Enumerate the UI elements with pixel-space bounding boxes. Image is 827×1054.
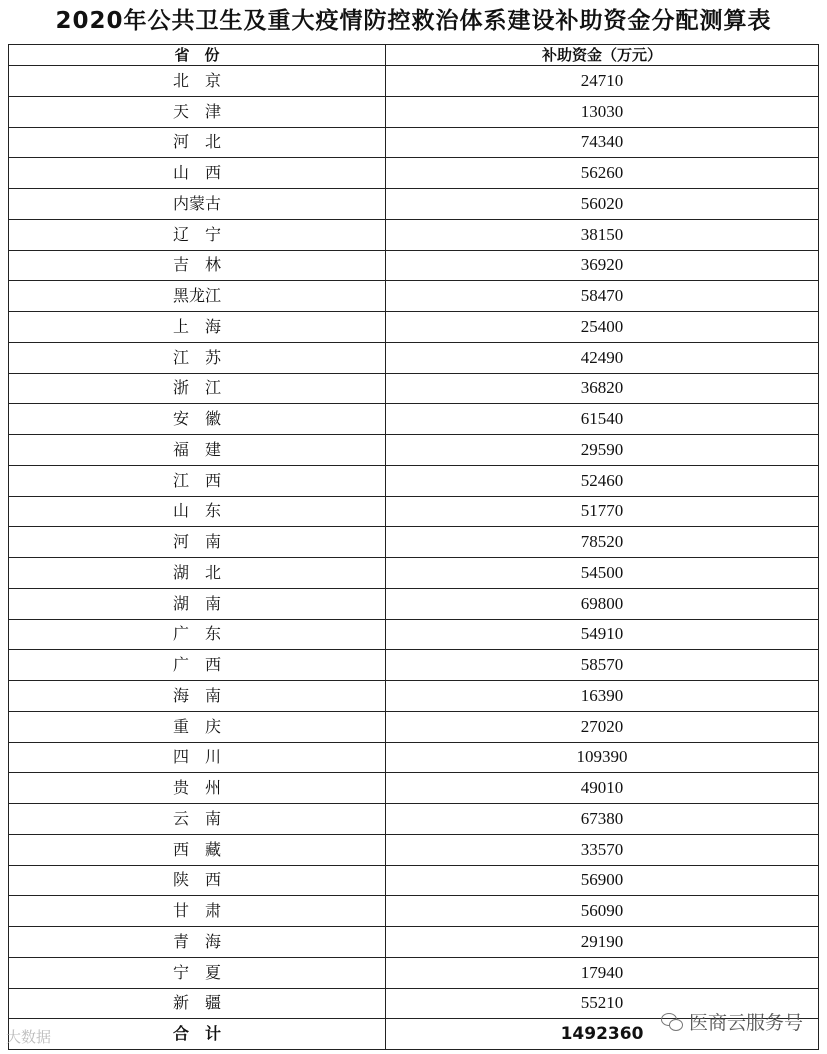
amount-cell: 52460 [386,465,819,496]
table-row [9,711,819,742]
amount-cell: 56020 [386,189,819,220]
table-row [9,281,819,312]
wechat-icon [661,1013,683,1031]
table-row [9,896,819,927]
table-title: 2020年公共卫生及重大疫情防控救治体系建设补助资金分配测算表 [55,8,772,34]
table-row [9,650,819,681]
amount-cell: 13030 [386,96,819,127]
table-row [9,250,819,281]
table-row [9,158,819,189]
amount-cell: 51770 [386,496,819,527]
amount-cell: 56090 [386,896,819,927]
table-row [9,496,819,527]
amount-cell: 24710 [386,66,819,97]
amount-cell: 29590 [386,435,819,466]
table-row [9,527,819,558]
amount-cell: 74340 [386,127,819,158]
amount-cell: 109390 [386,742,819,773]
province-cell: 湖 北 [9,558,386,589]
table-row [9,804,819,835]
table-row [9,219,819,250]
province-cell: 云 南 [9,804,386,835]
province-cell: 北 京 [9,66,386,97]
province-cell: 内蒙古 [9,189,386,220]
table-row [9,927,819,958]
amount-cell: 49010 [386,773,819,804]
amount-cell: 78520 [386,527,819,558]
amount-cell: 16390 [386,681,819,712]
amount-cell: 56900 [386,865,819,896]
amount-cell: 55210 [386,988,819,1019]
table-row [9,742,819,773]
total-amount: 1492360 [386,1019,819,1050]
amount-cell: 54910 [386,619,819,650]
table-row [9,66,819,97]
province-cell: 重 庆 [9,711,386,742]
table-row [9,189,819,220]
province-cell: 四 川 [9,742,386,773]
province-cell: 江 苏 [9,342,386,373]
table-row [9,558,819,589]
province-cell: 浙 江 [9,373,386,404]
table-row [9,465,819,496]
amount-cell: 27020 [386,711,819,742]
province-cell: 河 南 [9,527,386,558]
province-cell: 山 东 [9,496,386,527]
amount-cell: 58570 [386,650,819,681]
table-row [9,373,819,404]
amount-column-header: 补助资金（万元） [386,45,819,66]
province-cell: 安 徽 [9,404,386,435]
table-row [9,619,819,650]
table-row [9,588,819,619]
amount-cell: 67380 [386,804,819,835]
province-cell: 西 藏 [9,834,386,865]
table-row [9,865,819,896]
province-cell: 贵 州 [9,773,386,804]
province-cell: 吉 林 [9,250,386,281]
province-cell: 广 东 [9,619,386,650]
table-row [9,312,819,343]
amount-cell: 54500 [386,558,819,589]
province-cell: 河 北 [9,127,386,158]
table-row [9,834,819,865]
total-label: 合 计 [9,1019,386,1050]
amount-cell: 36820 [386,373,819,404]
table-row [9,96,819,127]
province-column-header: 省 份 [9,45,386,66]
table-row [9,681,819,712]
table-row [9,435,819,466]
amount-cell: 29190 [386,927,819,958]
table-row [9,127,819,158]
province-cell: 山 西 [9,158,386,189]
amount-cell: 25400 [386,312,819,343]
amount-cell: 56260 [386,158,819,189]
table-row [9,773,819,804]
table-header-row [9,45,819,66]
province-cell: 广 西 [9,650,386,681]
province-cell: 辽 宁 [9,219,386,250]
province-cell: 江 西 [9,465,386,496]
province-cell: 新 疆 [9,988,386,1019]
province-cell: 黑龙江 [9,281,386,312]
allocation-table [8,44,819,1050]
province-cell: 甘 肃 [9,896,386,927]
watermark-left: 大数据 [6,1028,52,1046]
table-row [9,342,819,373]
amount-cell: 38150 [386,219,819,250]
amount-cell: 58470 [386,281,819,312]
province-cell: 上 海 [9,312,386,343]
amount-cell: 36920 [386,250,819,281]
province-cell: 青 海 [9,927,386,958]
amount-cell: 17940 [386,957,819,988]
province-cell: 陕 西 [9,865,386,896]
watermark-right-label: 医商云服务号 [688,1012,803,1034]
table-row [9,957,819,988]
amount-cell: 33570 [386,834,819,865]
province-cell: 天 津 [9,96,386,127]
province-cell: 海 南 [9,681,386,712]
amount-cell: 61540 [386,404,819,435]
province-cell: 福 建 [9,435,386,466]
watermark-right [661,1008,803,1035]
table-row [9,404,819,435]
province-cell: 宁 夏 [9,957,386,988]
amount-cell: 42490 [386,342,819,373]
province-cell: 湖 南 [9,588,386,619]
amount-cell: 69800 [386,588,819,619]
